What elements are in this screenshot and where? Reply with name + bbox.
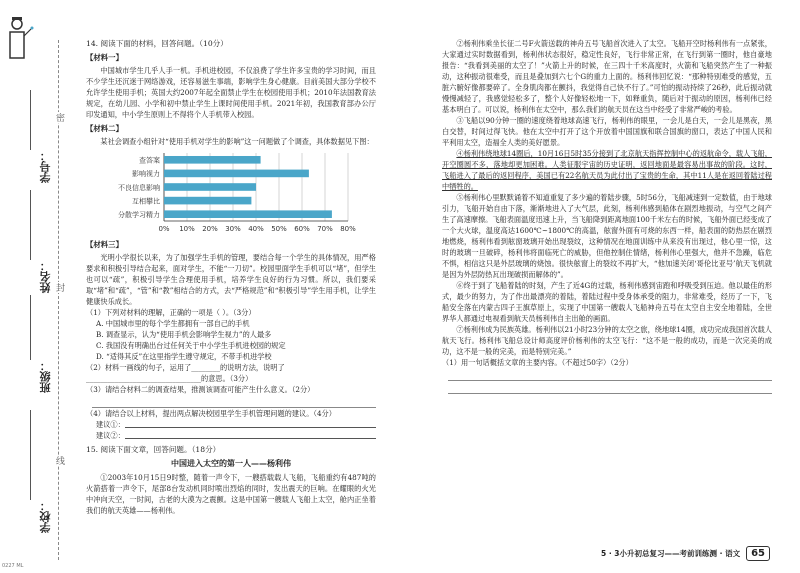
q15-sub1: （1）用一句话概括文章的主要内容。（不超过50字）（2分） (442, 358, 633, 367)
q14-heading: 14. 阅读下面的材料，回答问题。（10分） (86, 39, 228, 48)
suggestion-2-label: 建议②： (96, 431, 125, 440)
q14-sub1: （1）下列对材料的理解，正确的一项是（ ）。（3分） (86, 308, 256, 317)
article-para-6: ⑥终于到了飞船着陆的时刻，产生了近4G的过载，杨利伟感到宙跑和呼吸受到压迫。他以最佳的形式，最少的努力，为了作出最漂亮的着陆，着陆过程中受身体承受的阻力，非常难受，经历了一下，飞船安全落在内蒙古四子王旗草原上，实现了中国第一艘载人飞船神舟五号在太空自主安全地着陆，全世界华人都通过电视看到航天员杨利伟自主出舱的画面。 (442, 281, 772, 323)
chart-category-label: 不良信息影响 (118, 183, 160, 192)
chart-x-tick: 80% (340, 225, 356, 233)
article-para-5: ⑤杨利伟心里默默诵着不知道重复了多少遍的着陆步骤，5时56分，飞船减速到一定数值，由于地球引力，飞船开始自由下落，渐渐地进入了大气层，此刻，杨利伟感到船体在剧烈地振动，与空气之间产生了高速摩擦。飞船表面温度迅速上升，当飞船降到距离地面100千米左右的时候，飞船外面已经变成了一个大火球，温度高达1600℃~1800℃的高温，舷窗外面有可烧的东西一样，船表面的防热层在剧烈地燃烧，杨利伟看到舷窗玻璃开始出现裂纹，这种情况在地面训练中从来没有出现过，他心里一惊，这时的玻璃一旦破碎，杨利伟将面临死亡的威胁，但他控制住情绪，杨利伟心里强大，他并不急躁，临危不惧，相信这只是外层玻璃的烧蚀。很快舷窗上的裂纹不再扩大，“他加速关闭‘哥伦比亚号’航天飞机就是因为外层防热瓦出现破损而解体的”。 (442, 193, 772, 279)
chart-category-label: 互相攀比 (132, 197, 160, 206)
suggestion-2-row (86, 430, 376, 441)
option-c: C. 我国没有明确出台过任何关于中小学生手机进校园的规定 (96, 341, 286, 350)
cut-word-feng: 封 (54, 283, 64, 292)
suggestion-2-line[interactable] (125, 430, 376, 439)
chart-category-label: 查答案 (139, 156, 160, 165)
suggestion-1-line[interactable] (125, 419, 376, 428)
chart-bar (164, 210, 332, 218)
chart-svg (86, 149, 366, 235)
chart-category-label: 分散学习精力 (118, 211, 160, 220)
material-3-title: 【材料三】 (86, 240, 123, 249)
chart-bar (164, 183, 256, 191)
material-1-title: 【材料一】 (86, 53, 123, 62)
class-line (30, 295, 31, 360)
article-para-7: ⑦杨利伟成为民族英雄。杨利伟以21小时23分钟的太空之旅，绕地球14圈，成功完成我国首次载人航天飞行。杨利伟飞船总设计师高度评价杨利伟的太空飞行：“这不是一般的成功，而是一次完美的成功，这不是一般的完美，而是特别完美。” (442, 325, 772, 356)
material-2-intro: 某社会调查小组针对“使用手机对学生的影响”这一问题做了个调查，具体数据见下图： (100, 137, 374, 146)
cut-word-xian: 线 (54, 456, 64, 465)
suggestion-1-label: 建议①： (96, 420, 125, 429)
binding-margin (0, 0, 68, 573)
chart-x-tick: 30% (225, 225, 241, 233)
chart-bar (164, 197, 251, 205)
chart-x-tick: 20% (202, 225, 218, 233)
q14-sub3-answer-line[interactable] (92, 395, 376, 408)
school-label: 学校： (39, 500, 52, 533)
q14-sub2: （2）材料一画线的句子，运用了________的说明方法，说明了________________________________的意思。（3分） (86, 363, 285, 383)
article-para-4: ④杨利伟绕地球14圈后，10月16日5时35分接到了北京航天指挥控制中心的返航命令，载人飞船，开空圈圆不多，落地却更加困难。人类征服宇宙的历史证明，返回地面是最容易出事故的阶段。这时，飞船进入了最后的返回程序，美国已有22名航天员为此付出了宝贵的生命，其中11人是在返回着陆过程中牺牲的。 (442, 149, 772, 191)
chart-x-tick: 0% (158, 225, 170, 233)
chart-category-label: 影响视力 (132, 170, 160, 179)
chart-bar (164, 156, 261, 164)
material-1-text: 中国城市学生几乎人手一机。手机进校园，不仅浪费了学生许多宝贵的学习时间，而且不少学生还沉迷于网络游戏，还容易滋生事端，影响学生身心健康。目前美国大部分学校不允许学生使用手机；英国大约2007年起全面禁止学生在校园使用手机；2010年法国教育法规定，在幼儿园、小学和初中禁止学生上课时间使用手机。2021年初，我国教育部办公厅印发通知，中小学生原则上不得将个人手机带入校园。 (86, 66, 376, 119)
name-line (30, 190, 31, 260)
name-label: 姓名： (39, 260, 52, 293)
chart-bar (164, 170, 309, 178)
q14-sub3: （3）请结合材料二的调查结果，推测该调查可能产生什么意义。（2分） (86, 385, 315, 394)
q15-heading: 15. 阅读下面文章，回答问题。（18分） (86, 445, 221, 454)
q15-answer-line-1[interactable] (448, 368, 772, 381)
material-3-text: 光明小学很长以来，为了加强学生手机的管理，要结合每一个学生的具体情况，用严格要求和积极引导结合起来，面对学生，不能“一刀切”。校园里面学生手机可以“堵”，但学生也可以“疏”，积极引导学生合理使用手机，培养学生良好的行为习惯。所以，我们要采取“堵”和“疏”，“管”和“教”相结合的方式，去“严格规范”和“积极引导”学生用手机，让学生健康快乐成长。 (86, 253, 376, 306)
option-a: A. 中国城市里的每个学生都拥有一部自己的手机 (96, 319, 250, 328)
page-footer (601, 544, 770, 562)
article-para-2: ②杨利伟乘坐长征二号F火箭送载的神舟五号飞船首次进入了太空。飞船开空时杨利伟有一点紧张，大家通过实时数据看到，杨利伟状态很好，稳定性良好，飞行非常正常，在飞行到第一圈时，他自豪地报告：“我看到美丽的太空了！”火箭上升的时候，在三四十千米高度时，火箭和飞船突然产生了一种振动，这种振动很难受，而且是叠加到六七个G的重力上面的。杨利伟回忆说：“那种特别难受的感觉，五脏六腑好像都要碎了。全身肌肉都在颤抖，我觉得自己快不行了。”可怕的振动持续了26秒，此后振动就慢慢减轻了，我感觉轻松多了，整个人好像轻松地一下，如释重负，随后对于振动的原因，杨利伟已经基本明白了。可以说，杨利伟在太空中，那么我们的航天员在这当中经受了非常严峻的考验。 (442, 39, 772, 114)
article-continued (442, 38, 772, 394)
chart-x-tick: 50% (271, 225, 287, 233)
material-2-title: 【材料二】 (86, 124, 123, 133)
mascot-icon (4, 14, 34, 64)
option-d: D. “适得其反”在这里指学生遵守规定，不带手机进学校 (96, 352, 272, 361)
class-label: 班级： (39, 360, 52, 393)
survey-bar-chart (86, 149, 366, 235)
chart-x-tick: 70% (317, 225, 333, 233)
chart-x-tick: 60% (294, 225, 310, 233)
article-para-1: ①2003年10月15日9时整，随着一声令下，一艘搭载载人飞船，飞船重约有487吨的火箭搭着一声令下，尾部8台发动机同时喷出烈焰的同时，发出震天的巨响。在耀眼的火光中冲向天空，一时间，古老的大漠为之震颤。这是中国第一艘载人飞船上太空，舱内正坐着我们的航天英雄——杨利伟。 (86, 473, 376, 515)
page-number: 65 (746, 546, 770, 561)
cut-word-mi: 密 (54, 113, 64, 122)
q15-answer-line-2[interactable] (448, 381, 772, 394)
print-code: 0227 ML (2, 563, 24, 569)
question-14 (86, 38, 376, 515)
student-id-line (30, 90, 31, 150)
q14-sub4: （4）请结合以上材料，提出两点解决校园里学生手机管理问题的建议。（4分） (86, 409, 336, 418)
chart-x-tick: 40% (248, 225, 264, 233)
suggestion-1-row (86, 419, 376, 430)
chart-x-tick: 10% (179, 225, 195, 233)
article-para-3: ③飞船以90分钟一圈的速度绕着地球高速飞行，杨利伟的眼里，一会儿是白天，一会儿是黑夜，黑白交替，时间过得飞快。他在太空中打开了这个开放着中国国旗和联合国旗的窗口，表达了中国人民和平利用太空，造福全人类的美好愿景。 (442, 116, 772, 147)
student-id-label: 学号： (39, 150, 52, 183)
series-title: 5 · 3小升初总复习——考前训练测 · 语文 (600, 548, 741, 558)
school-line (30, 410, 31, 500)
option-b: B. 调查显示，认为“使用手机会影响学生视力”的人最多 (96, 330, 272, 339)
article-title: 中国进入太空的第一人——杨利伟 (171, 459, 291, 468)
